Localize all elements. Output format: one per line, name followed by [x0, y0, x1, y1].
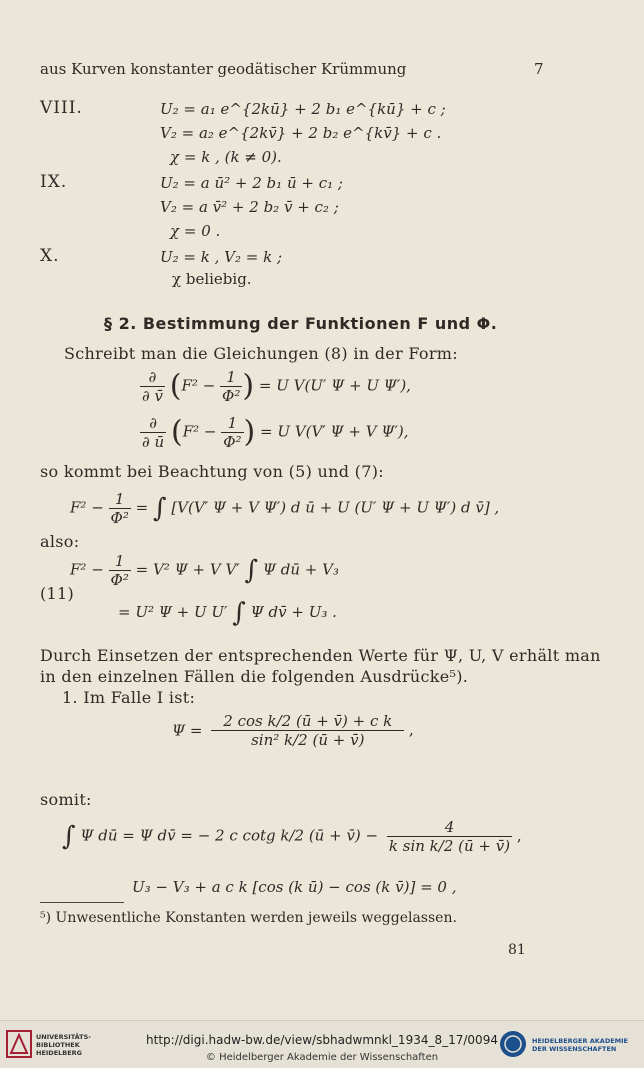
integral-line: Ψ dū = Ψ dv̄ = − 2 c cotg k/2 (ū + v̄) −	[80, 826, 379, 845]
case-ix-line3: χ = 0 .	[170, 222, 221, 240]
equation-2-rhs: = U V(V′ Ψ + V Ψ′),	[260, 422, 409, 441]
equation-5-tail: Ψ dv̄ + U₃ .	[250, 603, 337, 621]
partial-u-fraction: $\frac{\partial}{\partial ū}$	[142, 414, 165, 451]
integral-equation: ∫ Ψ dū = Ψ dv̄ = − 2 c cotg k/2 (ū + v̄) − $\frac{4}{\text{k sin k/2 (ū + v̄)}}$ ,	[62, 818, 522, 855]
permalink-url[interactable]: http://digi.hadw-bw.de/view/sbhadwmnkl_1934_8_17/0094	[146, 1033, 498, 1047]
running-title: aus Kurven konstanter geodätischer Krümmung	[40, 60, 407, 78]
case-ix-line2: V₂ = a v̄² + 2 b₂ v̄ + c₂ ;	[160, 198, 339, 216]
psi-equation: Ψ = $\frac{\text{2 cos k/2 (ū + v̄) + c k}}{\text{sin² k/2 (ū + v̄)}}$ ,	[172, 712, 414, 749]
academy-seal-icon	[498, 1029, 528, 1059]
viewer-footer	[0, 1020, 644, 1068]
equation-3-rhs: [V(V′ Ψ + V Ψ′) d ū + U (U′ Ψ + U Ψ′) d v̄] ,	[171, 498, 500, 517]
case-viii-line2: V₂ = a₂ e^{2kv̄} + 2 b₂ e^{kv̄} + c .	[160, 124, 442, 142]
page-number-bottom: 81	[508, 942, 526, 958]
paragraph-4: 1. Im Falle I ist:	[62, 688, 196, 707]
footnote-rule	[40, 902, 124, 903]
partial-v-fraction: $\frac{\partial}{\partial v̄}$	[142, 368, 163, 405]
equation-2: $\frac{\partial}{\partial ū}$ (F² − $\frac{1}{\text{Φ²}}$ ) = U V(V′ Ψ + V Ψ′),	[142, 414, 409, 451]
header-page-number: 7	[534, 60, 544, 78]
paragraph-1: Schreibt man die Gleichungen (8) in der Form:	[64, 344, 458, 363]
case-ix-line1: U₂ = a ū² + 2 b₁ ū + c₁ ;	[160, 174, 343, 192]
equation-4-tail: Ψ dū + V₃	[262, 560, 339, 579]
case-label-ix: IX.	[40, 172, 68, 192]
one-over-phi-fraction: $\frac{1}{\text{Φ²}}$	[223, 414, 242, 451]
equation-4: F² − $\frac{1}{\text{Φ²}}$ = V² Ψ + V V′ ∫ Ψ dū + V₃	[70, 552, 339, 589]
copyright-text: © Heidelberger Akademie der Wissenschaften	[205, 1052, 439, 1063]
psi-numerator: 2 cos k/2 (ū + v̄) + c k	[211, 712, 404, 731]
case-viii-line1: U₂ = a₁ e^{2kū} + 2 b₁ e^{kū} + c ;	[160, 100, 446, 118]
somit-label: somit:	[40, 790, 92, 809]
equation-1-rhs: = U V(U′ Ψ + U Ψ′),	[258, 376, 411, 395]
integral-fraction-denominator: k sin k/2 (ū + v̄)	[388, 837, 511, 855]
case-label-x: X.	[40, 246, 60, 266]
academy-logo-text: HEIDELBERGER AKADEMIE DER WISSENSCHAFTEN	[532, 1037, 628, 1053]
equation-5: = U² Ψ + U U′ ∫ Ψ dv̄ + U₃ .	[118, 598, 337, 628]
case-x-line1: U₂ = k , V₂ = k ;	[160, 248, 283, 266]
academy-logo[interactable]	[498, 1029, 638, 1061]
equation-3: F² − $\frac{1}{\text{Φ²}}$ = ∫ [V(V′ Ψ + V Ψ′) d ū + U (U′ Ψ + U Ψ′) d v̄] ,	[70, 490, 500, 527]
last-equation: U₃ − V₃ + a c k [cos (k ū) − cos (k v̄)] = 0 ,	[132, 878, 457, 896]
case-label-viii: VIII.	[40, 98, 83, 118]
also-label: also:	[40, 532, 80, 551]
equation-4-rhs: = V² Ψ + V V′	[135, 560, 240, 579]
library-logo-text: UNIVERSITÄTS- BIBLIOTHEK HEIDELBERG	[36, 1033, 91, 1057]
equation-1: $\frac{\partial}{\partial v̄}$ (F² − $\frac{1}{\text{Φ²}}$ ) = U V(U′ Ψ + U Ψ′),	[142, 368, 411, 405]
one-over-phi-fraction: $\frac{1}{\text{Φ²}}$	[222, 368, 241, 405]
case-x-line2: χ beliebig.	[172, 270, 252, 288]
equation-label-11: (11)	[40, 584, 75, 603]
equation-5-rhs: = U² Ψ + U U′	[118, 603, 228, 621]
paragraph-3-line-1: Durch Einsetzen der entsprechenden Werte für Ψ, U, V erhält man	[40, 646, 601, 665]
section-heading: § 2. Bestimmung der Funktionen F und Φ.	[104, 314, 498, 333]
case-viii-line3: χ = k , (k ≠ 0).	[170, 148, 282, 166]
paragraph-2: so kommt bei Beachtung von (5) und (7):	[40, 462, 384, 481]
psi-denominator: sin² k/2 (ū + v̄)	[251, 731, 365, 749]
integral-fraction-numerator: 4	[387, 818, 512, 837]
footnote: ⁵) Unwesentliche Konstanten werden jeweils weggelassen.	[40, 910, 457, 926]
paragraph-3-line-2: in den einzelnen Fällen die folgenden Ausdrücke⁵).	[40, 667, 469, 686]
